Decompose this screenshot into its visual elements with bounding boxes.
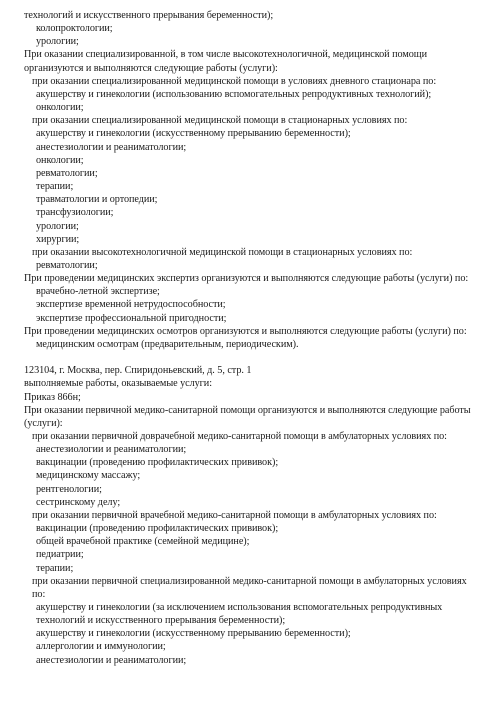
document-line: анестезиологии и реаниматологии; [36, 444, 187, 456]
document-line: урологии; [36, 36, 79, 48]
document-line: медицинским осмотрам (предварительным, периодическим). [36, 338, 299, 350]
document-line: хирургии; [36, 233, 80, 245]
document-line: терапии; [36, 181, 74, 193]
document-line: при оказании первичной специализированной медико-санитарной помощи в амбулаторных условиях по: [32, 575, 467, 600]
document-line: общей врачебной практике (семейной медицине); [36, 536, 250, 548]
document-line: сестринскому делу; [36, 496, 121, 508]
document-line: ревматологии; [36, 167, 98, 179]
document-line: выполняемые работы, оказываемые услуги: [24, 378, 212, 390]
document-line: анестезиологии и реаниматологии; [36, 141, 187, 153]
document-line: врачебно-летной экспертизе; [36, 286, 160, 298]
document-line: при оказании первичной врачебной медико-санитарной помощи в амбулаторных условиях по: [32, 509, 437, 521]
document-line: экспертизе профессиональной пригодности; [36, 312, 227, 324]
document-line: медицинскому массажу; [36, 470, 141, 482]
document-line: акушерству и гинекологии (искусственному прерыванию беременности); [36, 128, 351, 140]
document-line: При проведении медицинских экспертиз организуются и выполняются следующие работы (услуги) по: [24, 273, 469, 285]
document-line: При оказании первичной медико-санитарной помощи организуются и выполняются следующие работы (услуги): [24, 404, 471, 429]
document-line: рентгенологии; [36, 483, 102, 495]
document-line: акушерству и гинекологии (за исключением использования вспомогательных репродуктивных технологий и искусственного прерывания беременности); [36, 602, 443, 627]
document-line: При проведении медицинских осмотров организуются и выполняются следующие работы (услуги) по: [24, 325, 467, 337]
document-line: колопроктологии; [36, 23, 113, 35]
document-line: экспертизе временной нетрудоспособности; [36, 299, 226, 311]
document-line: травматологии и ортопедии; [36, 194, 158, 206]
document-line: вакцинации (проведению профилактических прививок); [36, 457, 279, 469]
document-line: при оказании специализированной медицинской помощи в стационарных условиях по: [32, 115, 408, 127]
document-line: педиатрии; [36, 549, 84, 561]
document-line: аллергологии и иммунологии; [36, 641, 166, 653]
paragraph-gap [24, 351, 474, 364]
document-line: вакцинации (проведению профилактических прививок); [36, 523, 279, 535]
document-line: трансфузиологии; [36, 207, 114, 219]
document-line: анестезиологии и реаниматологии; [36, 654, 187, 666]
document-line: ревматологии; [36, 259, 98, 271]
document-line: при оказании первичной доврачебной медико-санитарной помощи в амбулаторных условиях по: [32, 430, 447, 442]
document-line: технологий и искусственного прерывания беременности); [24, 10, 274, 21]
document-line: терапии; [36, 562, 74, 574]
document-line: акушерству и гинекологии (искусственному прерыванию беременности); [36, 628, 351, 640]
document-line: при оказании высокотехнологичной медицинской помощи в стационарных условиях по: [32, 246, 413, 258]
document-line: при оказании специализированной медицинской помощи в условиях дневного стационара по: [32, 75, 437, 87]
document-line: 123104, г. Москва, пер. Спиридоньевский, д. 5, стр. 1 [24, 365, 252, 377]
document-line: При оказании специализированной, в том числе высокотехнологичной, медицинской помощи организуются и выполняются следующие работы (услуги): [24, 49, 427, 74]
document-line: онкологии; [36, 102, 84, 114]
document-line: акушерству и гинекологии (использованию вспомогательных репродуктивных технологий); [36, 88, 432, 100]
document-line: онкологии; [36, 154, 84, 166]
document-line: урологии; [36, 220, 79, 232]
document-line: Приказ 866н; [24, 391, 81, 403]
